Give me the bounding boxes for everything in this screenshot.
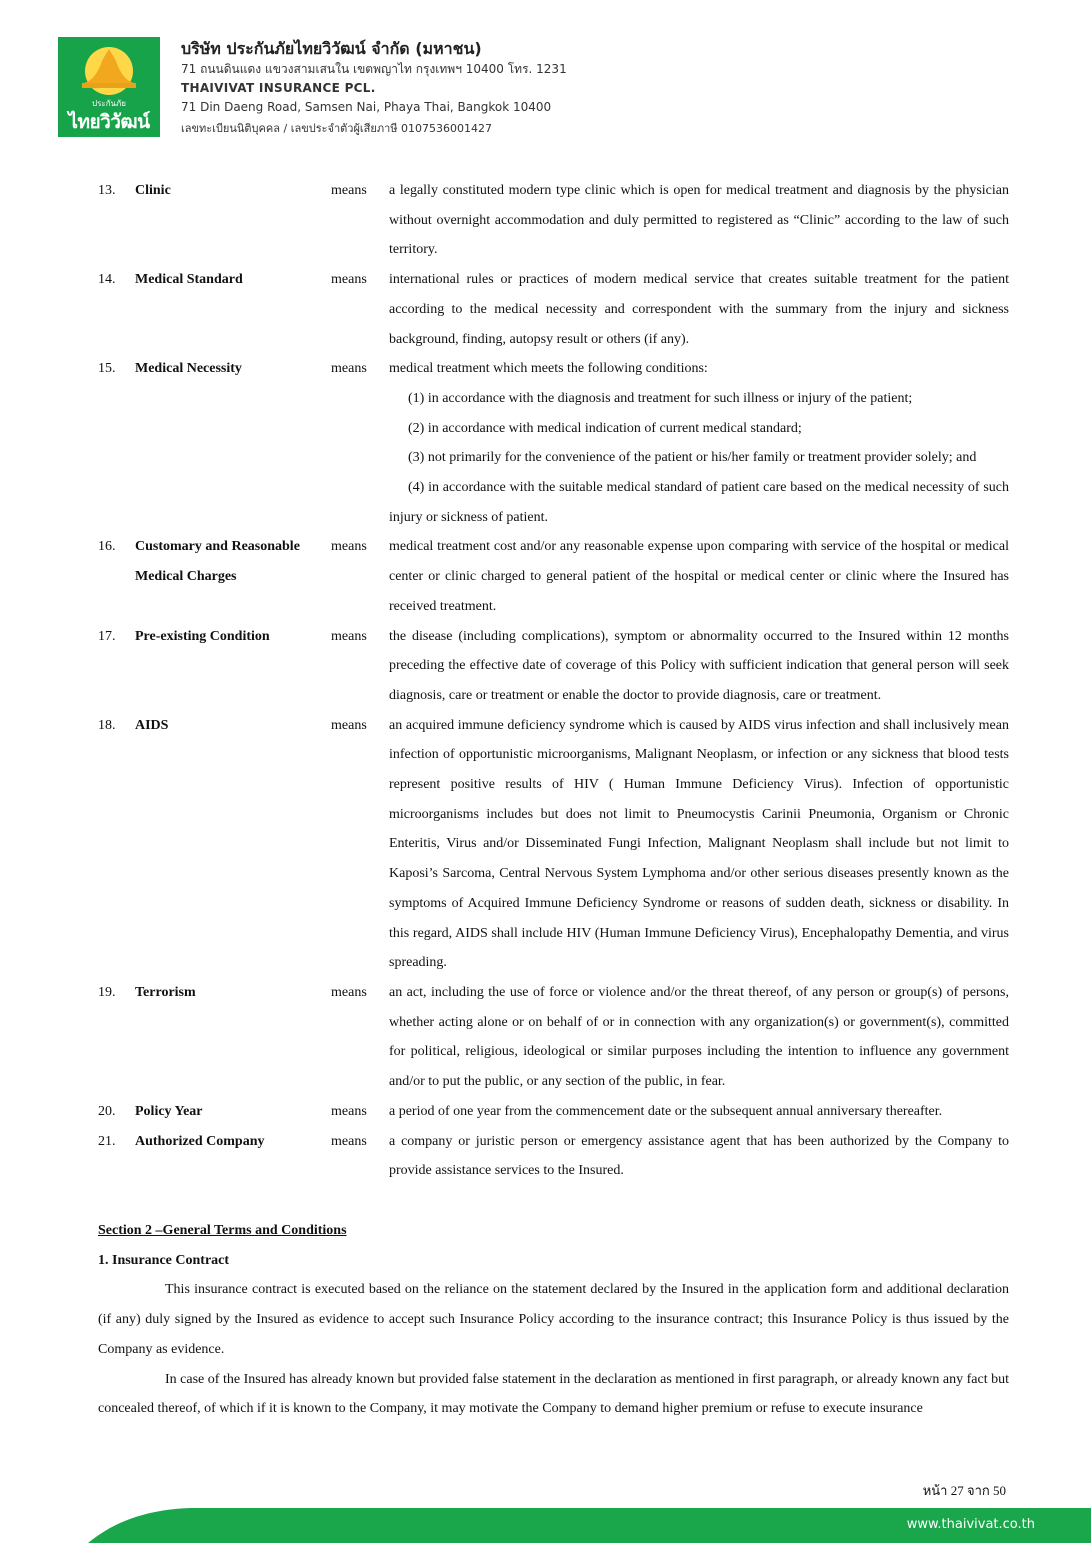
definition-text: medical treatment cost and/or any reasonable expense upon comparing with service of the hospital or medical center or clinic charged to general patient of the hospital or medical center or clinic where the Insured has received treatment. <box>389 539 1009 614</box>
logo-small-text: ประกันภัย <box>92 99 126 108</box>
definition-15 <box>98 354 1009 532</box>
definition-means: means <box>331 984 367 1000</box>
company-address-en: 71 Din Daeng Road, Samsen Nai, Phaya Thai, Bangkok 10400 <box>181 100 552 114</box>
company-address-th: 71 ถนนดินแดง แขวงสามเสนใน เขตพญาไท กรุงเทพฯ 10400 โทร. 1231 <box>181 62 567 76</box>
definition-number: 19. <box>98 984 116 1000</box>
definition-number: 20. <box>98 1103 116 1119</box>
logo-brand-text: ไทยวิวัฒน์ <box>68 111 150 133</box>
section-2 <box>98 1216 1009 1424</box>
definition-text: an acquired immune deficiency syndrome which is caused by AIDS virus infection and shall inclusively mean infection of opportunistic microorganisms, Malignant Neoplasm, or infection or any sickness that blood tests represent positive results of HIV ( Human Immune Deficiency Virus). Infection of opportunistic microorganisms includes but does not limit to Pneumocystis Carinii Pneumonia, Organism or Chronic Enteritis, Virus and/or Disseminated Fungi Infection, Malignant Neoplasm shall include but not limit to Kaposi’s Sarcoma, Central Nervous System Lymphoma and/or other serious diseases presently known as the symptoms of Acquired Immune Deficiency Syndrome or reasons of sudden death, sickness or disability. In this regard, AIDS shall include HIV (Human Immune Deficiency Virus), Encephalopathy Dementia, and virus spreading. <box>389 717 1009 971</box>
definition-21 <box>98 1127 1009 1186</box>
definition-means: means <box>331 717 367 733</box>
definition-means: means <box>331 1103 367 1119</box>
definition-20 <box>98 1097 1009 1127</box>
company-info <box>181 37 567 137</box>
page-number: หน้า 27 จาก 50 <box>922 1483 1006 1498</box>
definition-number: 21. <box>98 1133 116 1149</box>
definition-text: a legally constituted modern type clinic which is open for medical treatment and diagnosis by the physician without overnight accommodation and duly permitted to registered as “Clinic” according to the law of such territory. <box>389 183 1009 258</box>
paragraph-2: In case of the Insured has already known but provided false statement in the declaration as mentioned in first paragraph, or already known any fact but concealed thereof, of which if it is known to the Company, it may motivate the Company to demand higher premium or refuse to execute insurance <box>98 1371 1009 1417</box>
section-title: Section 2 –General Terms and Conditions <box>98 1223 347 1238</box>
paragraph-1: This insurance contract is executed based on the reliance on the statement declared by the Insured in the application form and additional declaration (if any) duly signed by the Insured as evidence to accept such Insurance Policy according to the insurance contract; this Insurance Policy is thus issued by the Company as evidence. <box>98 1282 1009 1357</box>
condition-item-3: (3) not primarily for the convenience of the patient or his/her family or treatment provider solely; and <box>408 450 977 466</box>
definition-term: Policy Year <box>135 1103 203 1119</box>
condition-item-2: (2) in accordance with medical indication of current medical standard; <box>408 420 802 436</box>
definition-text: international rules or practices of modern medical service that creates suitable treatment for the patient according to the medical necessity and correspondent with the summary from the injury and sickness background, finding, autopsy result or others (if any). <box>389 272 1009 347</box>
definition-term: Medical Necessity <box>135 361 242 377</box>
definition-14 <box>98 265 1009 354</box>
definition-term: Pre-existing Condition <box>135 628 270 644</box>
condition-item-4: (4) in accordance with the suitable medical standard of patient care based on the medical necessity of such injury or sickness of patient. <box>389 480 1009 525</box>
definition-means: means <box>331 628 367 644</box>
definition-19 <box>98 978 1009 1097</box>
definition-term: Medical Standard <box>135 272 243 288</box>
definition-number: 15. <box>98 361 116 377</box>
definition-term: Terrorism <box>135 984 196 1000</box>
company-registration: เลขทะเบียนนิติบุคคล / เลขประจำตัวผู้เสียภาษี 0107536001427 <box>181 122 492 135</box>
condition-item-1: (1) in accordance with the diagnosis and treatment for such illness or injury of the patient; <box>408 390 913 406</box>
website-link[interactable]: www.thaivivat.co.th <box>906 1517 1035 1532</box>
definition-term: Customary and Reasonable Medical Charges <box>135 539 300 585</box>
definition-text: a company or juristic person or emergency assistance agent that has been authorized by the Company to provide assistance services to the Insured. <box>389 1133 1009 1179</box>
definition-means: means <box>331 539 367 555</box>
definition-number: 14. <box>98 272 116 288</box>
company-name-th: บริษัท ประกันภัยไทยวิวัฒน์ จำกัด (มหาชน) <box>181 39 482 58</box>
company-name-en: THAIVIVAT INSURANCE PCL. <box>181 81 376 95</box>
definition-text: medical treatment which meets the following conditions: <box>389 361 708 377</box>
definition-body <box>389 354 1009 532</box>
definition-text: an act, including the use of force or violence and/or the threat thereof, of any person or group(s) of persons, whether acting alone or on behalf of or in connection with any organization(s) or government(s), committed for political, religious, ideological or similar purposes including the intention to influence any government and/or to put the public, or any section of the public, in fear. <box>389 984 1009 1090</box>
definition-text: a period of one year from the commencement date or the subsequent annual anniversary thereafter. <box>389 1103 943 1119</box>
definition-16 <box>98 532 1009 621</box>
definition-means: means <box>331 361 367 377</box>
definitions-list <box>98 176 1009 1186</box>
definition-number: 16. <box>98 539 116 555</box>
definition-means: means <box>331 1133 367 1149</box>
definition-17 <box>98 622 1009 711</box>
subsection-title: 1. Insurance Contract <box>98 1252 230 1268</box>
definition-means: means <box>331 272 367 288</box>
definition-18 <box>98 711 1009 978</box>
definition-number: 18. <box>98 717 116 733</box>
definition-term: Clinic <box>135 183 171 198</box>
definition-number: 13. <box>98 183 116 198</box>
definition-means: means <box>331 183 367 198</box>
definition-term: AIDS <box>135 717 169 733</box>
definition-number: 17. <box>98 628 116 644</box>
definition-text: the disease (including complications), symptom or abnormality occurred to the Insured within 12 months preceding the effective date of coverage of this Policy with sufficient indication that general person will seek diagnosis, care or treatment or enable the doctor to provide diagnosis, care or treatment. <box>389 628 1009 703</box>
definition-term: Authorized Company <box>135 1133 265 1149</box>
company-logo <box>58 37 160 137</box>
definition-13 <box>98 176 1009 265</box>
